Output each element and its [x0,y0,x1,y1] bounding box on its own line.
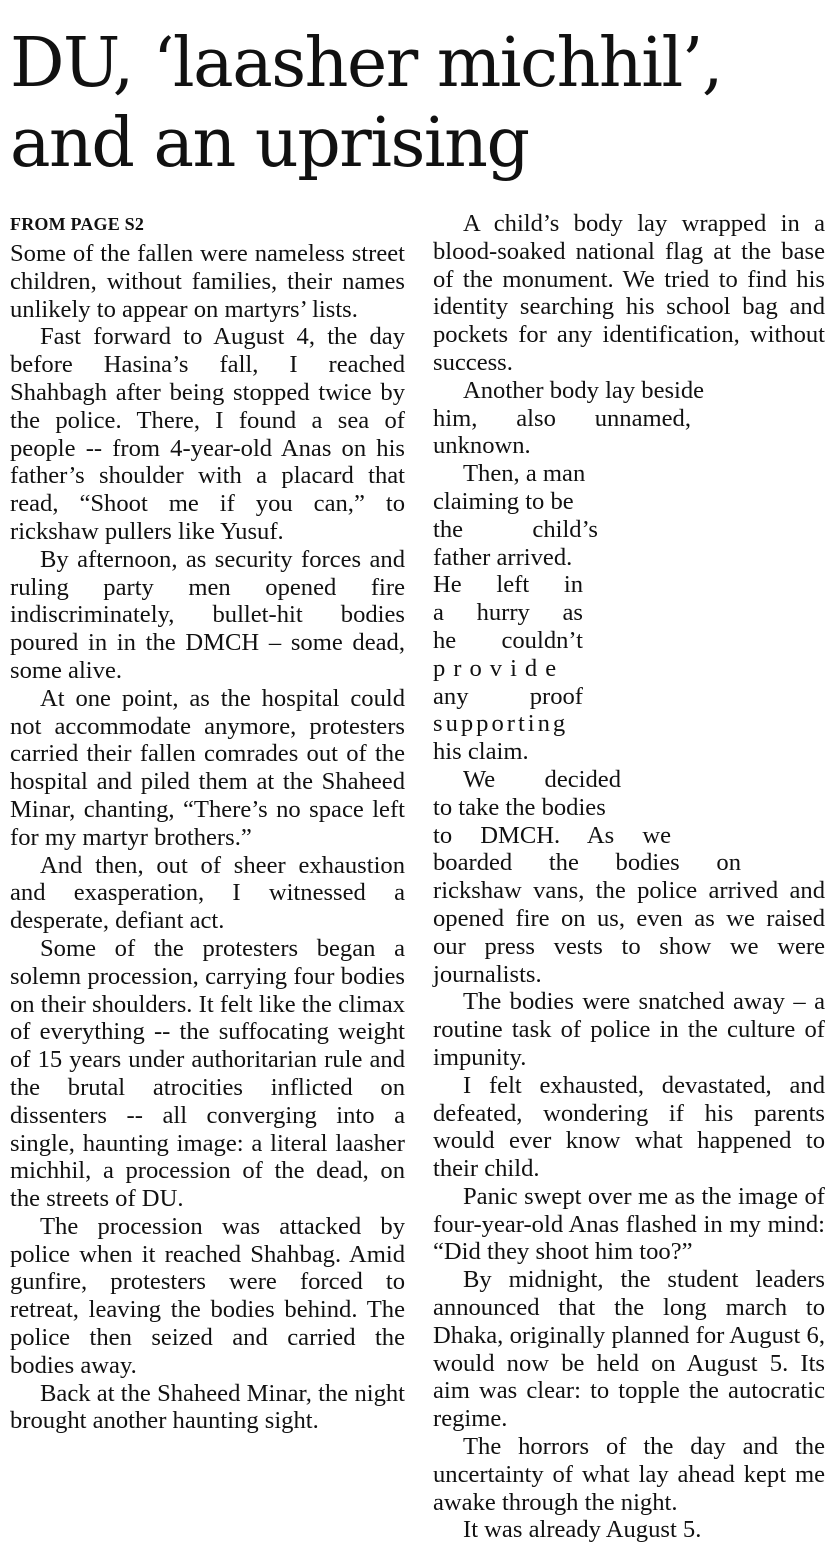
paragraph-line: the child’s [433,515,598,543]
paragraph-line: boarded the bodies on [433,849,741,877]
continuation-kicker: FROM PAGE S2 [10,214,145,234]
paragraph-line: Another body lay beside [463,376,705,404]
paragraph-line: to DMCH. As we [433,821,671,849]
paragraph: Panic swept over me as the image of four-year-old Anas flashed in my mind: “Did they shoot him too?” [433,1182,825,1266]
paragraph: rickshaw vans, the police arrived and opened fire on us, even as we raised our press vests to show we were journalists. [433,877,825,988]
paragraph-line: unknown. [433,432,531,460]
paragraph-line: a hurry as [433,599,583,627]
paragraph-line: any proof [433,682,583,710]
paragraph-line: He left in [433,571,583,599]
paragraph: It was already August 5. [463,1516,702,1544]
paragraph: At one point, as the hospital could not accommodate anymore, protesters carried their fallen comrades out of the hospital and piled them at the Shaheed Minar, chanting, “There’s no space left for my martyr brothers.” [10,684,405,851]
paragraph-line: his claim. [433,738,529,766]
paragraph-line: claiming to be [433,487,574,515]
article-column-left [10,210,405,1435]
paragraph: Some of the protesters began a solemn procession, carrying four bodies on their shoulders. It felt like the climax of everything -- the suffocating weight of 15 years under authoritarian rule and the brutal atrocities inflicted on dissenters -- all converging into a single, haunting image: a literal laasher michhil, a procession of the dead, on the streets of DU. [10,934,405,1213]
paragraph-line: to take the bodies [433,793,606,821]
paragraph-line: he couldn’t [433,626,583,654]
paragraph: By afternoon, as security forces and ruling party men opened fire indiscriminately, bullet-hit bodies poured in in the DMCH – some dead, some alive. [10,545,405,684]
paragraph: I felt exhausted, devastated, and defeated, wondering if his parents would ever know what happened to their child. [433,1071,825,1183]
paragraph: And then, out of sheer exhaustion and exasperation, I witnessed a desperate, defiant act. [10,851,405,935]
paragraph-line: supporting [433,710,569,738]
headline [10,24,827,184]
paragraph: The bodies were snatched away – a routine task of police in the culture of impunity. [433,988,825,1071]
article-column-right [433,210,825,1544]
paragraph-line: father arrived. [433,543,573,571]
paragraph: By midnight, the student leaders announced that the long march to Dhaka, originally planned for August 6, would now be held on August 5. Its aim was clear: to topple the autocratic regime. [433,1266,825,1433]
paragraph: The horrors of the day and the uncertainty of what lay ahead kept me awake through the night. [433,1433,825,1516]
paragraph: The procession was attacked by police when it reached Shahbag. Amid gunfire, protesters were forced to retreat, leaving the bodies behind. The police then seized and carried the bodies away. [10,1212,405,1379]
paragraph: Fast forward to August 4, the day before Hasina’s fall, I reached Shahbagh after being stopped twice by the police. There, I found a sea of people -- from 4-year-old Anas on his father’s shoulder with a placard that read, “Shoot me if you can,” to rickshaw pullers like Yusuf. [10,323,405,545]
headline-line-1: DU, ‘laasher michhil’, [10,24,722,103]
paragraph-line: provide [433,654,565,682]
paragraph-line: We decided [463,765,621,793]
paragraph-line: him, also unnamed, [433,404,691,432]
paragraph: A child’s body lay wrapped in a blood-soaked national flag at the base of the monument. We tried to find his identity searching his school bag and pockets for any identification, without success. [433,210,825,376]
paragraph: Back at the Shaheed Minar, the night brought another haunting sight. [10,1379,405,1435]
paragraph: Some of the fallen were nameless street children, without families, their names unlikely to appear on martyrs’ lists. [10,240,405,323]
headline-line-2: and an uprising [10,104,529,183]
paragraph-line: Then, a man [463,460,586,488]
